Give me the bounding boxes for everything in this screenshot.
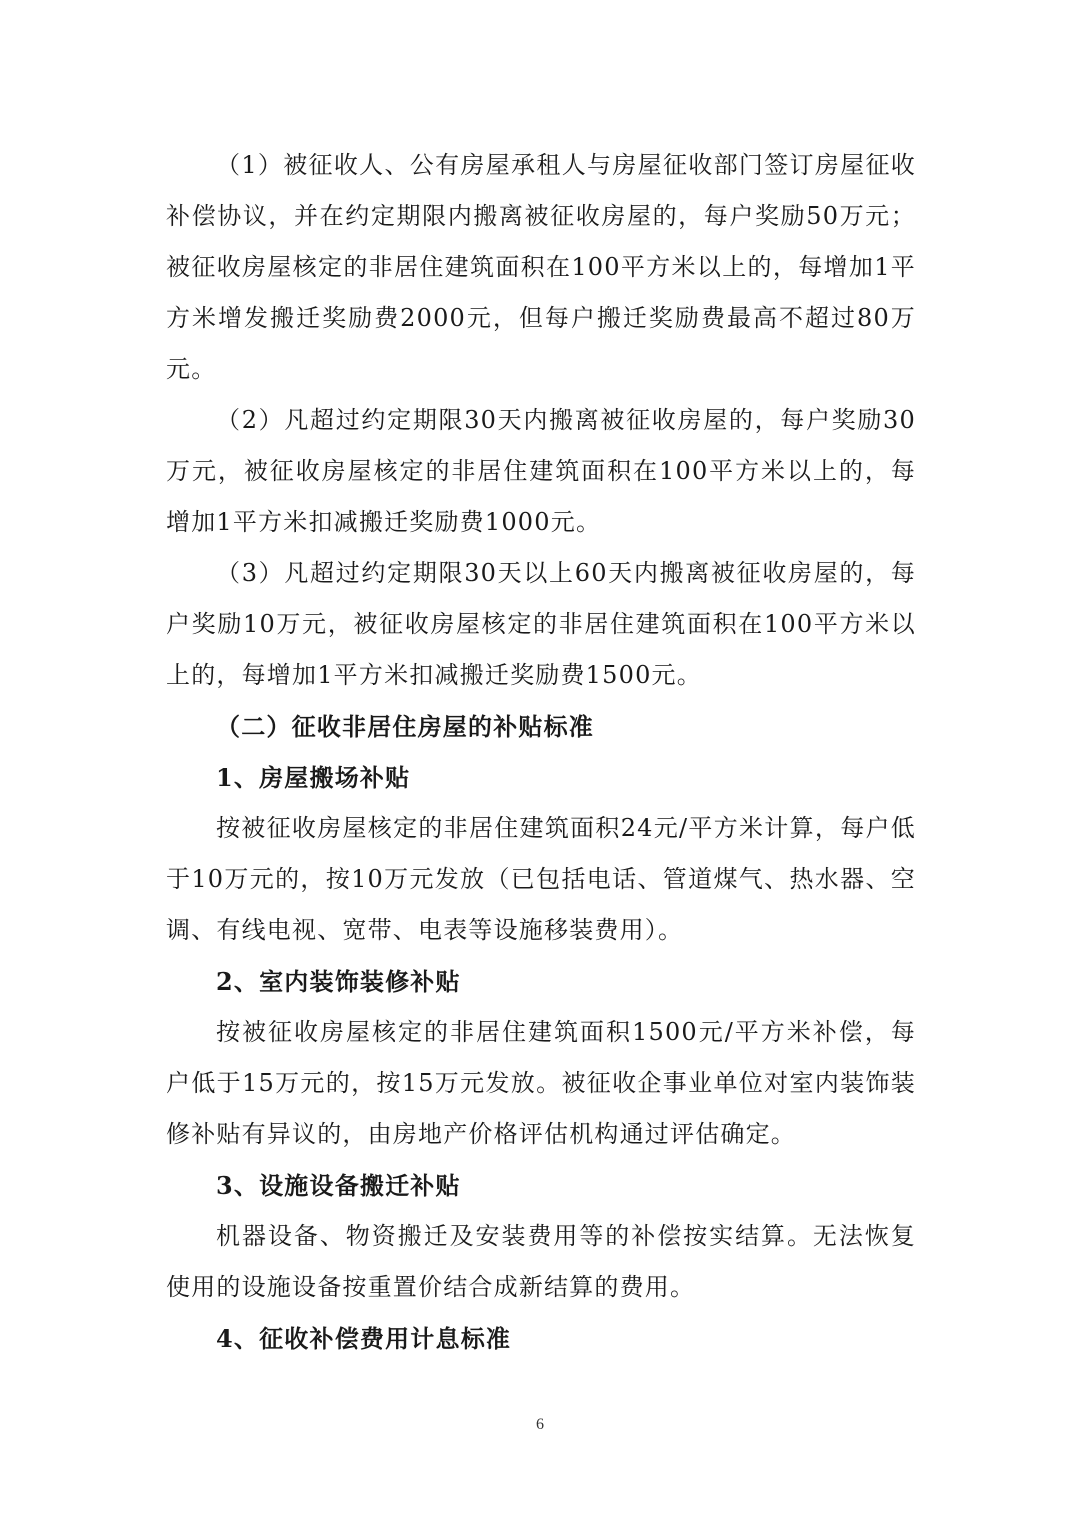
page-number: 6 [536, 1416, 544, 1433]
section-heading-subsidy-standard: （二）征收非居住房屋的补贴标准 [216, 712, 594, 741]
subheading-moving-subsidy: 1、房屋搬场补贴 [216, 763, 411, 792]
paragraph-reward-2: （2）凡超过约定期限30天内搬离被征收房屋的，每户奖励30万元，被征收房屋核定的非居住建筑面积在100平方米以上的，每增加1平方米扣减搬迁奖励费1000元。 [166, 406, 916, 536]
subheading-equipment-subsidy: 3、设施设备搬迁补贴 [216, 1171, 461, 1200]
paragraph-reward-1: （1）被征收人、公有房屋承租人与房屋征收部门签订房屋征收补偿协议，并在约定期限内搬离被征收房屋的，每户奖励50万元；被征收房屋核定的非居住建筑面积在100平方米以上的，每增加1平方米增发搬迁奖励费2000元，但每户搬迁奖励费最高不超过80万元。 [166, 151, 916, 383]
document-body [166, 140, 916, 1364]
paragraph-equipment-subsidy: 机器设备、物资搬迁及安装费用等的补偿按实结算。无法恢复使用的设施设备按重置价结合成新结算的费用。 [166, 1222, 916, 1301]
subheading-decoration-subsidy: 2、室内装饰装修补贴 [216, 967, 461, 996]
paragraph-decoration-subsidy: 按被征收房屋核定的非居住建筑面积1500元/平方米补偿，每户低于15万元的，按15万元发放。被征收企事业单位对室内装饰装修补贴有异议的，由房地产价格评估机构通过评估确定。 [166, 1018, 916, 1148]
paragraph-moving-subsidy: 按被征收房屋核定的非居住建筑面积24元/平方米计算，每户低于10万元的，按10万元发放（已包括电话、管道煤气、热水器、空调、有线电视、宽带、电表等设施移装费用）。 [166, 814, 916, 944]
subheading-interest-standard: 4、征收补偿费用计息标准 [216, 1324, 512, 1353]
paragraph-reward-3: （3）凡超过约定期限30天以上60天内搬离被征收房屋的，每户奖励10万元，被征收房屋核定的非居住建筑面积在100平方米以上的，每增加1平方米扣减搬迁奖励费1500元。 [166, 559, 916, 689]
